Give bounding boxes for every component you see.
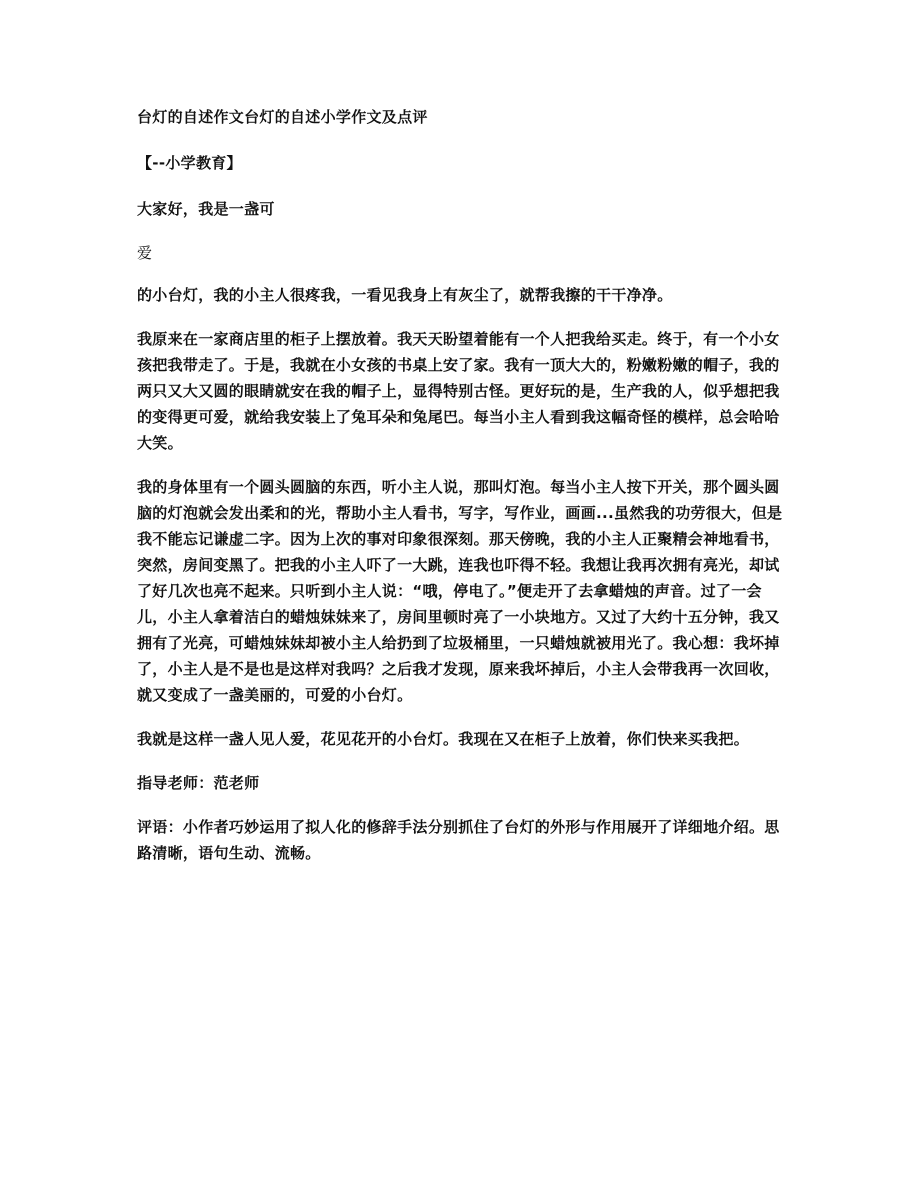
- greeting-line: 大家好，我是一盏可: [137, 200, 275, 218]
- body-paragraph-1: 的小台灯，我的小主人很疼我，一看见我身上有灰尘了，就帮我擦的干干净净。: [137, 286, 673, 304]
- comment-paragraph: 评语：小作者巧妙运用了拟人化的修辞手法分别抓住了台灯的外形与作用展开了详细地介绍。思路清晰，语句生动、流畅。: [137, 818, 780, 862]
- document-page: [137, 104, 783, 884]
- category-tag: 【--小学教育】: [137, 154, 242, 172]
- body-paragraph-3: 我的身体里有一个圆头圆脑的东西，听小主人说，那叫灯泡。每当小主人按下开关，那个圆头圆脑的灯泡就会发出柔和的光，帮助小主人看书，写字，写作业，画画...虽然我的功劳很大，但是我不能忘记谦虚二字。因为上次的事对印象很深刻。那天傍晚，我的小主人正聚精会神地看书，突然，房间变黑了。把我的小主人吓了一大跳，连我也吓得不轻。我想让我再次拥有亮光，却试了好几次也亮不起来。只听到小主人说：“哦，停电了。”便走开了去拿蜡烛的声音。过了一会儿，小主人拿着洁白的蜡烛妹妹来了，房间里顿时亮了一小块地方。又过了大约十五分钟，我又拥有了光亮，可蜡烛妹妹却被小主人给扔到了垃圾桶里，一只蜡烛就被用光了。我心想：我坏掉了，小主人是不是也是这样对我吗？之后我才发现，原来我坏掉后，小主人会带我再一次回收，就又变成了一盏美丽的，可爱的小台灯。: [137, 478, 783, 704]
- document-title: 台灯的自述作文台灯的自述小学作文及点评: [137, 108, 428, 126]
- body-paragraph-2: 我原来在一家商店里的柜子上摆放着。我天天盼望着能有一个人把我给买走。终于，有一个小女孩把我带走了。于是，我就在小女孩的书桌上安了家。我有一顶大大的，粉嫩粉嫩的帽子，我的两只又大又圆的眼睛就安在我的帽子上，显得特别古怪。更好玩的是，生产我的人，似乎想把我的变得更可爱，就给我安装上了兔耳朵和兔尾巴。每当小主人看到我这幅奇怪的模样，总会哈哈大笑。: [137, 330, 780, 452]
- love-fragment: 爱: [137, 244, 153, 262]
- body-paragraph-4: 我就是这样一盏人见人爱，花见花开的小台灯。我现在又在柜子上放着，你们快来买我把。: [137, 730, 750, 748]
- teacher-line: 指导老师：范老师: [137, 774, 260, 792]
